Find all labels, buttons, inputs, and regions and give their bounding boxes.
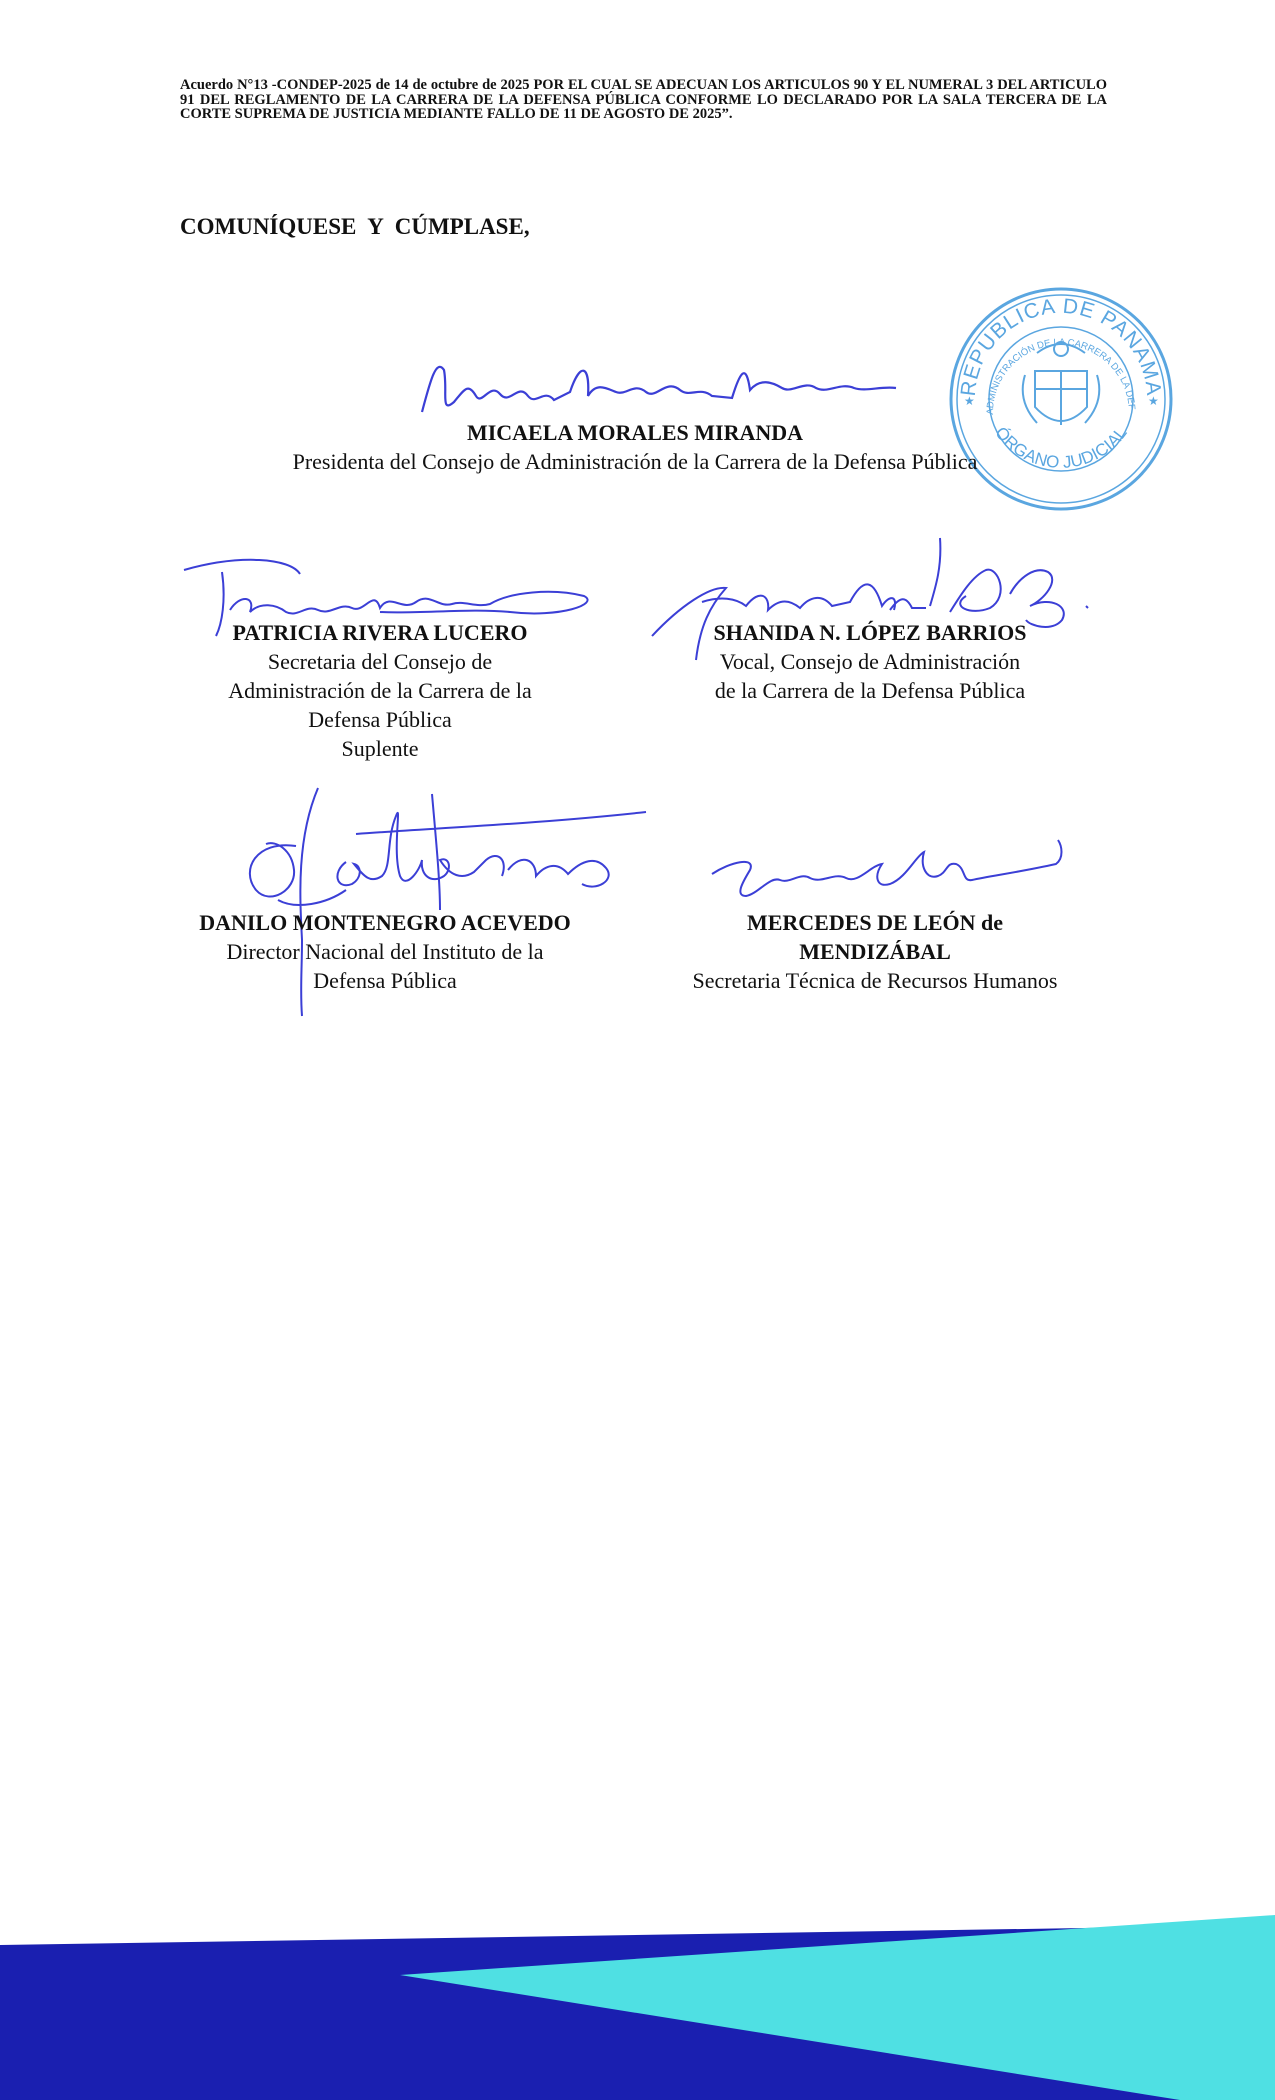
president-name: MICAELA MORALES MIRANDA [466, 420, 804, 445]
hr-role-line: Secretaria Técnica de Recursos Humanos [692, 968, 1058, 993]
secretary-name: PATRICIA RIVERA LUCERO [232, 620, 528, 645]
hr-name: MENDIZÁBAL [799, 939, 951, 964]
director-signature-block [175, 908, 595, 995]
svg-text:★: ★ [1148, 394, 1159, 408]
seal-outer-text: REPUBLICA DE PANAMA [956, 294, 1166, 398]
seal-bottom-text: ÓRGANO JUDICIAL [991, 423, 1131, 473]
agreement-heading: Acuerdo N°13 -CONDEP-2025 de 14 de octubre de 2025 POR EL CUAL SE ADECUAN LOS ARTICULOS 90 Y EL NUMERAL 3 DEL ARTICULO 91 DEL REGLAMENTO DE LA CARRERA DE LA DEFENSA PÚBLICA CONFORME LO DECLARADO POR LA SALA TERCERA DE LA CORTE SUPREMA DE JUSTICIA MEDIANTE FALLO DE 11 DE AGOSTO DE 2025”. [180, 77, 1107, 122]
secretary-role-line: Suplente [341, 736, 419, 761]
secretary-signature-block [180, 618, 580, 763]
official-seal [945, 283, 1177, 515]
hr-name: MERCEDES DE LEÓN de [746, 910, 1004, 935]
hr-signature [710, 836, 1070, 906]
president-signature-block [235, 418, 1035, 476]
seal-inner-text: ADMINISTRACIÓN DE LA CARRERA DE LA DEF [984, 336, 1137, 415]
vocal-signature-block [660, 618, 1080, 705]
director-role-line: Director Nacional del Instituto de la [226, 939, 544, 964]
closing-phrase: COMUNÍQUESE Y CÚMPLASE, [180, 214, 530, 239]
secretary-role-line: Administración de la Carrera de la [228, 678, 532, 703]
svg-text:★: ★ [964, 394, 975, 408]
secretary-role-line: Defensa Pública [308, 707, 452, 732]
vocal-role-line: de la Carrera de la Defensa Pública [714, 678, 1026, 703]
president-role: Presidenta del Consejo de Administración de la Carrera de la Defensa Pública [292, 449, 978, 474]
hr-signature-block [660, 908, 1090, 995]
vocal-name: SHANIDA N. LÓPEZ BARRIOS [713, 620, 1027, 645]
director-role-line: Defensa Pública [313, 968, 457, 993]
footer-decorative-band [0, 1915, 1275, 2100]
director-name: DANILO MONTENEGRO ACEVEDO [199, 910, 571, 935]
coat-of-arms-icon [1023, 342, 1100, 425]
secretary-role-line: Secretaria del Consejo de [267, 649, 493, 674]
vocal-role-line: Vocal, Consejo de Administración [719, 649, 1021, 674]
